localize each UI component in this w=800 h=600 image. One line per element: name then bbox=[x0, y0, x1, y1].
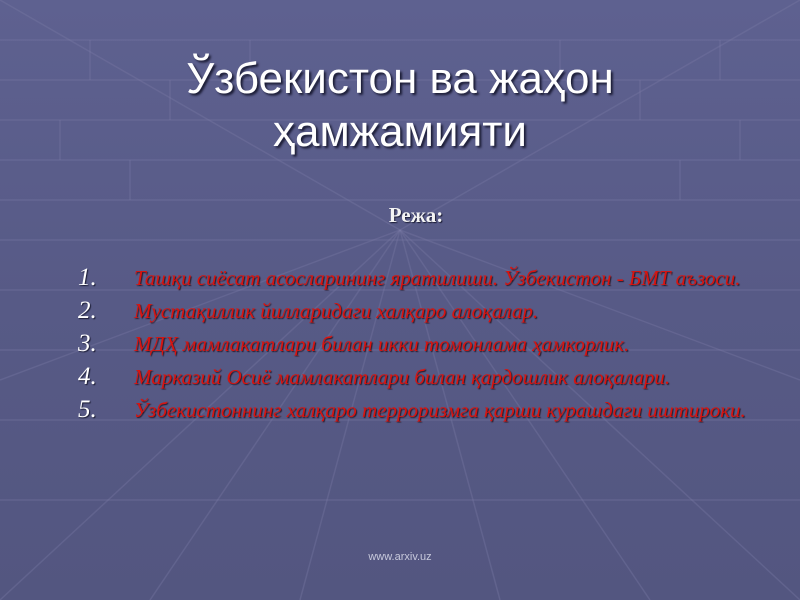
item-number: 4. bbox=[78, 363, 97, 390]
list-item bbox=[78, 330, 758, 358]
item-number: 2. bbox=[78, 297, 97, 324]
item-text: Ўзбекистоннинг халқаро терроризмга қарши курашдаги иштироки. bbox=[134, 398, 746, 422]
item-number: 3. bbox=[78, 330, 97, 357]
plan-heading: Режа: bbox=[388, 203, 444, 227]
item-text: МДҲ мамлакатлари билан икки томонлама ҳамкорлик. bbox=[134, 332, 630, 356]
footer-watermark: www.arxiv.uz bbox=[368, 551, 432, 563]
list-item bbox=[78, 396, 758, 424]
slide-title bbox=[0, 52, 800, 158]
item-text: Мустақиллик йилларидаги халқаро алоқалар. bbox=[134, 299, 539, 323]
list-item bbox=[78, 297, 758, 325]
list-item bbox=[78, 363, 758, 391]
item-number: 1. bbox=[78, 264, 97, 291]
item-number: 5. bbox=[78, 396, 97, 423]
item-text: Марказий Осиё мамлакатлари билан қардошлик алоқалари. bbox=[134, 365, 671, 389]
list-item bbox=[78, 264, 758, 292]
item-text: Ташқи сиёсат асосларининг яратилиши. Ўзбекистон - БМТ аъзоси. bbox=[134, 266, 741, 290]
title-line-2: ҳамжамияти bbox=[272, 107, 527, 156]
plan-list bbox=[78, 264, 758, 429]
title-line-1: Ўзбекистон ва жаҳон bbox=[186, 54, 614, 103]
